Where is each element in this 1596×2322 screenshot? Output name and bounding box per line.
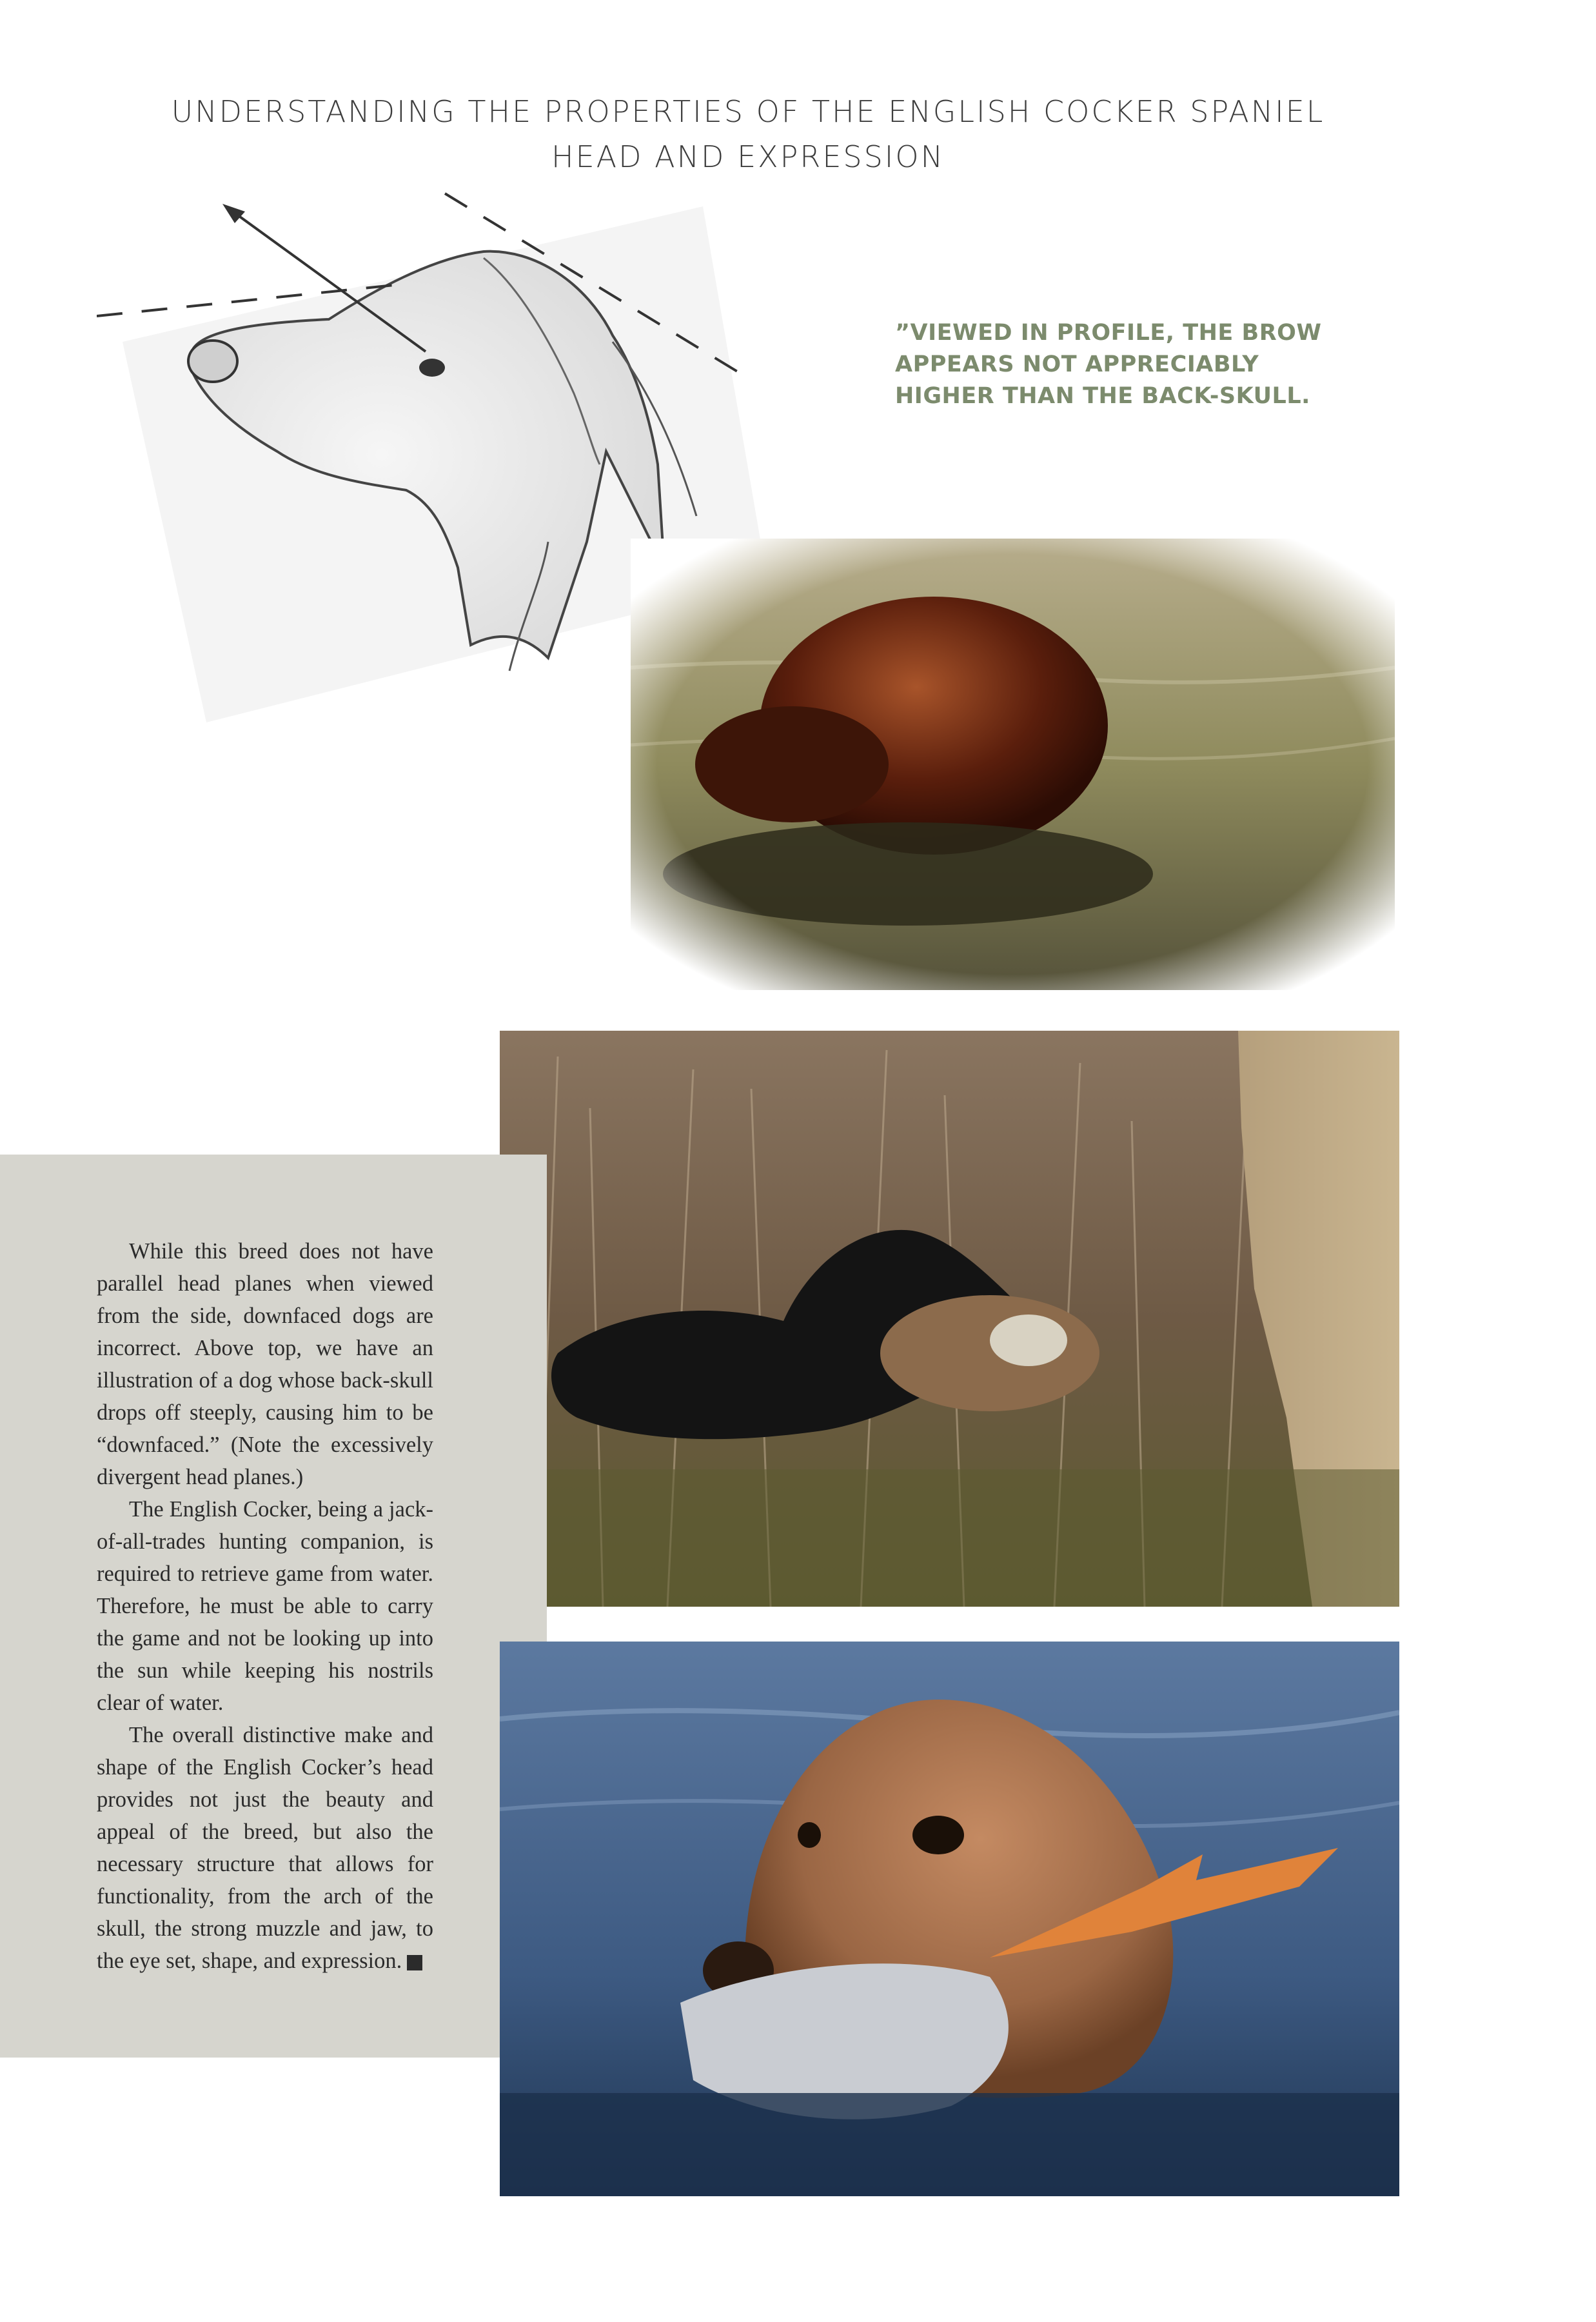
body-paragraph-3: The overall distinctive make and shape of the English Cocker’s head provides not just the beauty and appeal of the breed, but also the necessary structure that allows for functionality, from the arch of the skull, the strong muzzle and jaw, to the eye set, shape, and expression. [97,1723,433,1973]
quote-line-1: ”VIEWED IN PROFILE, THE BROW [895,320,1322,346]
end-mark-icon [407,1955,422,1970]
body-paragraph-1: While this breed does not have parallel head planes when viewed from the side, downfaced dogs are incorrect. Above top, we have an illustration of a dog whose back-skull drops off steeply, causing him to be “downfaced.” (Note the excessively divergent head planes.) [97,1239,433,1489]
retrieved-duck [880,1295,1099,1411]
photo-black-spaniel-retrieving [500,1031,1399,1607]
arrow-head-icon [222,204,245,223]
quote-line-2: APPEARS NOT APPRECIABLY [895,352,1259,377]
nose [188,341,237,382]
body-text [97,1235,433,1977]
title-line-1: UNDERSTANDING THE PROPERTIES OF THE ENGLISH COCKER SPANIEL [171,94,1325,129]
pull-quote [895,317,1334,412]
body-paragraph-2: The English Cocker, being a jack-of-all-trades hunting companion, is required to retrieve game from water. Therefore, he must be able to carry the game and not be looking up into the sun while keeping his nostrils clear of water. [97,1497,433,1715]
eye [419,359,445,377]
quote-line-3: HIGHER THAN THE BACK-SKULL. [895,383,1310,409]
photo-spaniel-retrieving-from-water [500,1642,1399,2196]
photo-spaniel-swimming [631,539,1395,990]
page-title [0,89,1496,179]
body-paragraph-3-wrap [97,1719,433,1977]
title-line-2: HEAD AND EXPRESSION [551,139,945,174]
